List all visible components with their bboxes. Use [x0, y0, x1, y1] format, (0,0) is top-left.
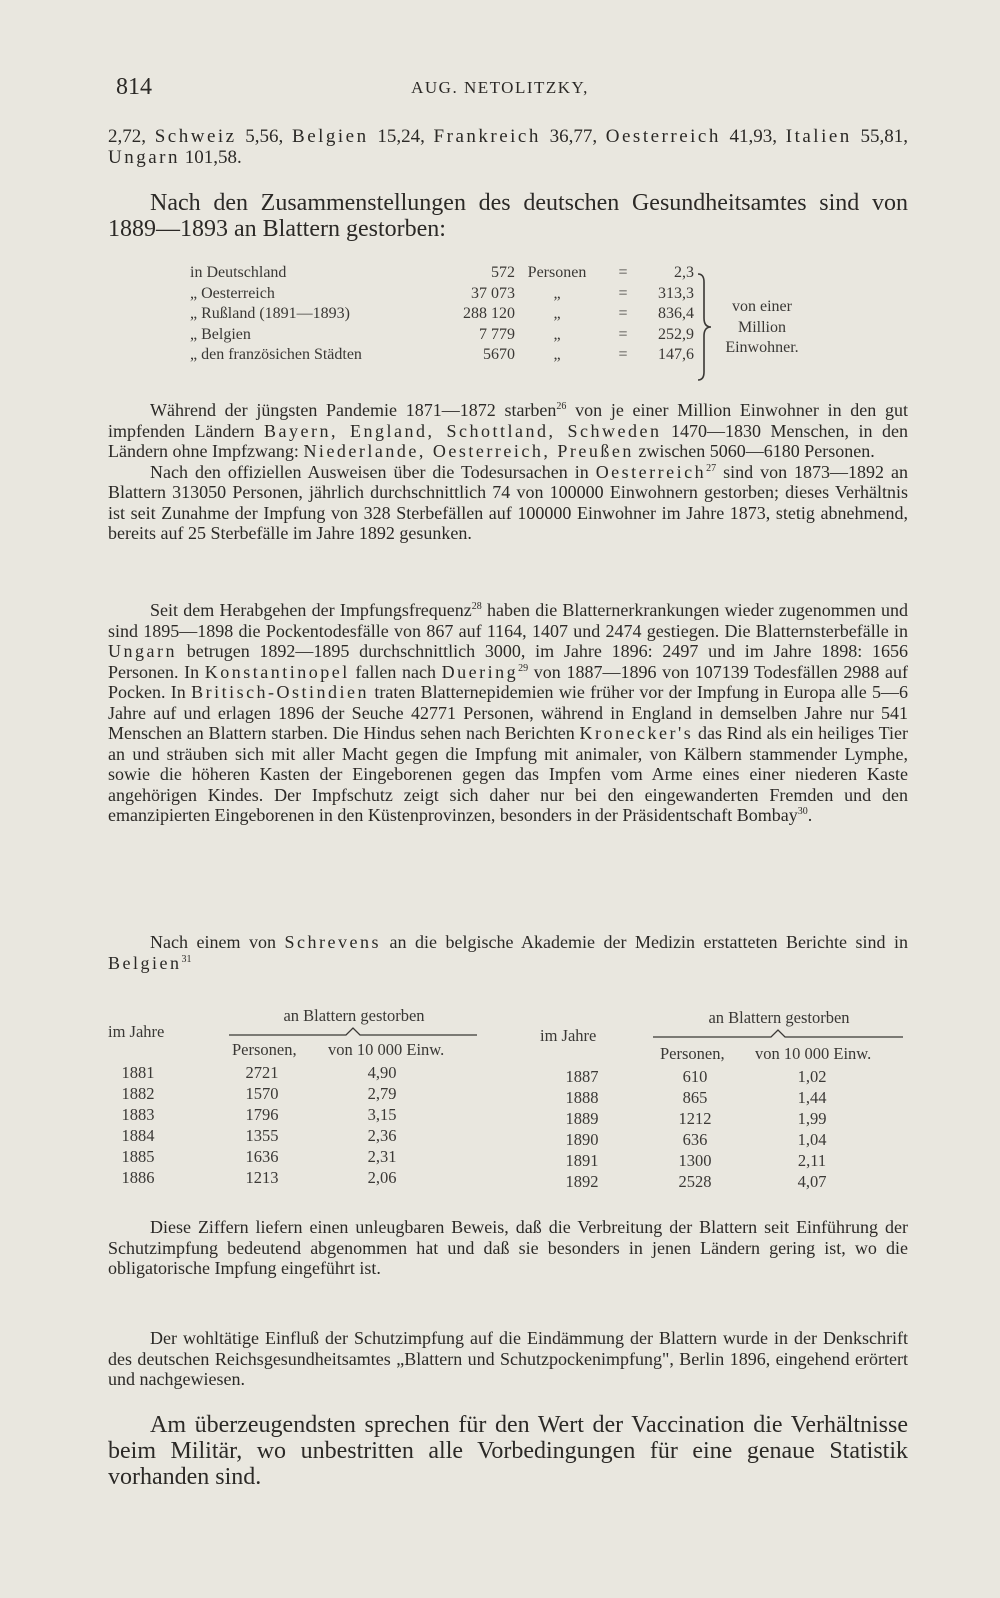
death-table-units — [522, 263, 592, 366]
death-row-unit: Personen — [527, 264, 587, 281]
table-group-brace — [228, 1026, 478, 1036]
table-cell: 1885 — [121, 1147, 155, 1166]
table-cell: 1213 — [245, 1168, 279, 1187]
table-cell: 2,36 — [367, 1126, 397, 1145]
table-cell: 1636 — [245, 1147, 279, 1166]
death-table-note: von einer Million Einwohner. — [725, 298, 799, 356]
table-year-header-right: im Jahre — [540, 1026, 597, 1045]
death-row-unit: „ — [553, 325, 561, 343]
death-row-count: 7 779 — [479, 325, 515, 343]
table-cell: 1887 — [565, 1067, 599, 1086]
table-cell: 1886 — [121, 1168, 155, 1187]
table-group-header: an Blattern gestorben — [283, 1006, 425, 1025]
death-row-rate: 836,4 — [658, 305, 694, 322]
table-cell: 1570 — [245, 1084, 279, 1103]
table-cell: 1212 — [678, 1109, 712, 1128]
death-row-count: 572 — [491, 264, 515, 281]
table-cell: 3,15 — [367, 1105, 397, 1124]
table-col-per10000: von 10 000 Einw. — [328, 1040, 445, 1059]
death-row-unit: „ — [553, 284, 561, 302]
table-cell: 2,11 — [797, 1151, 827, 1170]
table-group-header-right: an Blattern gestorben — [708, 1008, 850, 1027]
table-col-per10000-right: von 10 000 Einw. — [755, 1044, 872, 1063]
table-left-persons — [232, 1062, 292, 1188]
table-right-persons — [665, 1066, 725, 1192]
intro-paragraph: 2,72, Schweiz 5,56, Belgien 15,24, Frankreich 36,77, Oesterreich 41,93, Italien 55,81, Ungarn 101,58. — [108, 126, 909, 168]
einfluss-paragraph: Der wohltätige Einfluß der Schutzimpfung auf die Eindämmung der Blattern wurde in der Denkschrift des deutschen Reichsgesundheitsamtes „Blattern und Schutzpockenimpfung", Berlin 1896, eingehend erörtert und nachgewiesen. — [108, 1328, 908, 1389]
table-year-header: im Jahre — [108, 1022, 165, 1041]
table-cell: 1890 — [565, 1130, 599, 1149]
death-table-rates — [636, 263, 694, 366]
table-col-persons-right: Personen, — [660, 1044, 725, 1063]
table-cell: 1883 — [121, 1105, 155, 1124]
table-cell: 2,06 — [367, 1168, 397, 1187]
death-row-place: „ den französichen Städten — [190, 346, 362, 363]
table-cell: 1891 — [565, 1151, 599, 1170]
death-row-rate: 313,3 — [658, 284, 694, 302]
running-head: AUG. NETOLITZKY, — [411, 78, 589, 97]
table-cell: 2,31 — [367, 1147, 397, 1166]
table-cell: 1355 — [245, 1126, 279, 1145]
death-row-unit: „ — [553, 346, 561, 363]
death-row-place: „ Oesterreich — [190, 284, 275, 302]
death-row-count: 288 120 — [463, 305, 515, 322]
table-cell: 1,44 — [797, 1088, 827, 1107]
ziffern-paragraph: Diese Ziffern liefern einen unleugbaren Beweis, daß die Verbreitung der Blattern seit Einführung der Schutzimpfung bedeutend abgenommen hat und daß sie besonders in jenen Ländern gering ist, wo die obligatorische Impfung eingeführt ist. — [108, 1217, 908, 1278]
death-row-rate: 252,9 — [658, 325, 694, 343]
militaer-paragraph: Am überzeugendsten sprechen für den Wert der Vaccination die Verhältnisse beim Militär, wo unbestritten alle Vorbedingungen für eine genaue Statistik vorhanden sind. — [108, 1412, 908, 1490]
table-cell: 2,79 — [367, 1084, 397, 1103]
death-row-rate: 2,3 — [674, 264, 694, 281]
table-cell: 1,02 — [797, 1067, 827, 1086]
table-cell: 1,99 — [797, 1109, 827, 1128]
table-cell: 865 — [682, 1088, 708, 1107]
table-col-persons: Personen, — [232, 1040, 297, 1059]
table-cell: 1796 — [245, 1105, 279, 1124]
death-row-place: in Deutschland — [190, 264, 287, 281]
pandemie-paragraph: Während der jüngsten Pandemie 1871—1872 starben$^{26}$ von je einer Million Einwohner in den gut impfenden Ländern Bayern, England, Schottland, Schweden 1470—1830 Menschen, in den Ländern ohne Impfzwang: Niederlande, Oesterreich, Preußen zwischen 5060—6180 Personen. Nach den offiziellen Ausweisen über die Todesursachen in Oesterreich$^{27}$ sind von 1873—1892 an Blattern 313050 Personen, jährlich durchschnittlich 74 von 100000 Einwohnern gestorben; dieses Verhältnis ist seit Zunahme der Impfung von 328 Sterbefällen auf 100000 Einwohner im Jahre 1873, stetig abnehmend, bereits auf 25 Sterbefälle im Jahre 1892 gesunken. — [108, 400, 909, 543]
table-cell: 2528 — [678, 1172, 712, 1191]
table-cell: 1884 — [121, 1126, 155, 1145]
table-group-brace-right — [652, 1028, 904, 1038]
table-cell: 2721 — [245, 1063, 279, 1082]
table-cell: 4,90 — [367, 1063, 397, 1082]
death-row-unit: „ — [553, 305, 561, 322]
table-left-rates — [352, 1062, 412, 1188]
death-row-place: „ Rußland (1891—1893) — [190, 305, 350, 322]
death-row-place: „ Belgien — [190, 325, 251, 343]
impfungsfrequenz-paragraph: Seit dem Herabgehen der Impfungsfrequenz$^{28}$ haben die Blatternerkrankungen wieder zugenommen und sind 1895—1898 die Pockentodesfälle von 867 auf 1164, 1407 und 2474 gestiegen. Die Blatternsterbefälle in Ungarn betrugen 1892—1895 durchschnittlich 3000, im Jahre 1896: 2497 und im Jahre 1898: 1656 Personen. In Konstantinopel fallen nach Duering$^{29}$ von 1887—1896 von 107139 Todesfällen 2988 auf Pocken. In Britisch-Ostindien traten Blatternepidemien wie früher vor der Impfung in Europa alle 5—6 Jahre auf und erlagen 1896 der Seuche 42771 Personen, während in England in demselben Jahre nur 541 Menschen an Blattern starben. Die Hindus sehen nach Berichten Kronecker's das Rind als ein heiliges Tier an und sträuben sich mit aller Macht gegen die Impfung mit animaler, von Kälbern stammender Lymphe, sowie die höheren Kasten der Eingeborenen gegen das Impfen vom Arme eines einer niederen Kaste angehörigen Kindes. Der Impfschutz zeigt sich daher nur bei den eingewanderten Fremden und den emanzipierten Eingeborenen in den Küstenprovinzen, besonders in der Präsidentschaft Bombay$^{30}$. — [108, 600, 909, 825]
schrevens-paragraph: Nach einem von Schrevens an die belgische Akademie der Medizin erstatteten Berichte sind in Belgien$^{31}$ — [108, 932, 908, 973]
death-table-counts — [430, 263, 515, 366]
table-cell: 610 — [682, 1067, 708, 1086]
gesundheitsamt-paragraph: Nach den Zusammenstellungen des deutschen Gesundheitsamtes sind von 1889—1893 an Blattern gestorben: — [108, 190, 908, 242]
table-cell: 1300 — [678, 1151, 712, 1170]
death-row-count: 37 073 — [471, 284, 515, 302]
death-row-count: 5670 — [483, 346, 515, 363]
table-cell: 1881 — [121, 1063, 155, 1082]
table-cell: 4,07 — [797, 1172, 827, 1191]
death-table-places — [190, 263, 362, 366]
table-right-rates — [782, 1066, 842, 1192]
death-row-rate: 147,6 — [658, 346, 694, 363]
table-right-years — [552, 1066, 612, 1192]
page-number: 814 — [116, 74, 152, 100]
table-cell: 1,04 — [797, 1130, 827, 1149]
table-cell: 1888 — [565, 1088, 599, 1107]
table-cell: 1892 — [565, 1172, 599, 1191]
table-left-years — [108, 1062, 168, 1188]
death-table-equals: = = = = = — [618, 264, 628, 363]
table-cell: 1882 — [121, 1084, 155, 1103]
table-cell: 636 — [682, 1130, 708, 1149]
table-cell: 1889 — [565, 1109, 599, 1128]
